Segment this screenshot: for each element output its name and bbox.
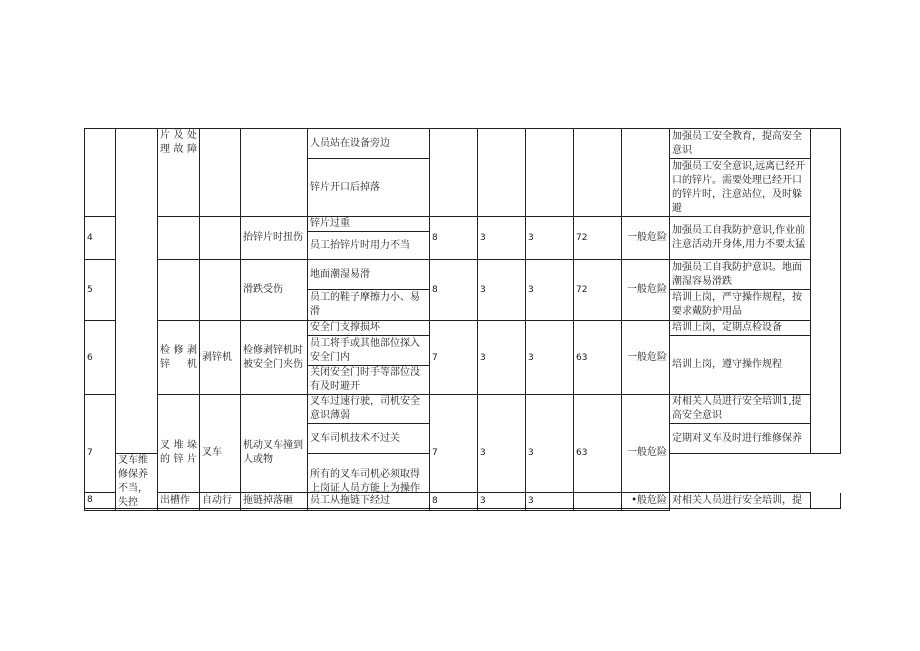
cell-D <box>574 493 622 509</box>
cell-cause: 安全门支撑损坏 <box>308 321 430 336</box>
cell-C: 3 <box>526 217 574 260</box>
table-row <box>85 217 841 232</box>
cell-cause: 员工将手或其他部位探入安全门内 <box>308 336 430 366</box>
cell-measure: 对相关人员进行安全培训，提 <box>670 493 811 509</box>
cell-E: 3 <box>478 321 526 395</box>
cell-process <box>158 217 200 260</box>
cell-measure: 培训上岗，严守操作规程，按要求戴防护用品 <box>670 290 811 321</box>
cell-number: 4 <box>85 217 116 260</box>
cell-D <box>574 129 622 217</box>
cell-number: 5 <box>85 260 116 321</box>
cell-L: 7 <box>430 321 478 395</box>
table-row <box>85 260 841 290</box>
cell-measure: 加强员工自我防护意识,作业前注意活动开身体,用力不要太猛 <box>670 217 811 260</box>
cell-E: 3 <box>478 395 526 511</box>
cell-blank-last-column <box>811 493 841 509</box>
cell-L <box>430 129 478 217</box>
cell-process <box>158 260 200 321</box>
cell-equipment <box>200 129 241 217</box>
cell-C: 3 <box>526 395 574 511</box>
cell-cause: 员工抬锌片时用力不当 <box>308 232 430 260</box>
cell-process: 片及处理故障 <box>158 129 200 217</box>
cell-C <box>526 129 574 217</box>
cell-equipment: 叉车 <box>200 395 241 511</box>
cell-E: 3 <box>478 493 526 509</box>
cell-risk-level: 一般危险 <box>622 321 670 395</box>
cell-cause: 关闭安全门时手等部位没有及时避开 <box>308 366 430 395</box>
cell-blank-column <box>116 493 158 509</box>
table-row <box>85 395 841 424</box>
cell-L: 8 <box>430 493 478 509</box>
table-row <box>85 321 841 336</box>
cell-D: 63 <box>574 395 622 511</box>
cell-risk-level: 一般危险 <box>622 260 670 321</box>
cell-measure: 所有的叉车司机必须取得上岗证人员方能上为操作 <box>308 454 430 511</box>
cell-cause: 锌片过重 <box>308 217 430 232</box>
cell-hazard: 机动叉车撞到人或物 <box>241 395 308 511</box>
cell-risk-level: 一般危险 <box>622 217 670 260</box>
cell-risk-level: 一般危险 <box>622 395 670 511</box>
cell-risk-level: •般危险 <box>622 493 670 509</box>
cell-L: 7 <box>430 395 478 511</box>
risk-assessment-table <box>84 128 841 511</box>
table-row <box>85 493 841 509</box>
cell-number: 7 <box>85 395 116 511</box>
cell-measure: 对相关人员进行安全培训1,提高安全意识 <box>670 395 811 424</box>
cell-number: 8 <box>85 493 116 509</box>
cell-hazard: 抬锌片时扭伤 <box>241 217 308 260</box>
cell-cause: 员工从拖链下经过 <box>308 493 430 509</box>
cell-measure: 培训上岗，定期点检设备 <box>670 321 811 336</box>
cell-cause: 叉车司机技术不过关 <box>308 424 430 454</box>
cell-measure: 培训上岗，遵守操作规程 <box>670 336 811 395</box>
cell-blank-column <box>116 129 158 454</box>
table-row <box>85 129 841 159</box>
cell-C: 3 <box>526 321 574 395</box>
cell-C: 3 <box>526 260 574 321</box>
cell-measure: 加强员工安全意识,远离已经开口的锌片。需要处理已经开口的锌片时，注意站位，及时躲避 <box>670 159 811 217</box>
cell-hazard <box>241 129 308 217</box>
cell-cause: 地面潮湿易滑 <box>308 260 430 290</box>
cell-E: 3 <box>478 217 526 260</box>
cell-hazard: 检修剥锌机时被安全门夹伤 <box>241 321 308 395</box>
cell-hazard: 拖链掉落砸 <box>241 493 308 509</box>
cell-cause: 锌片开口后掉落 <box>308 159 430 217</box>
cell-blank-last-column <box>811 129 841 454</box>
cell-process: 叉堆垛的锌片 <box>158 395 200 511</box>
cell-hazard: 滑跌受伤 <box>241 260 308 321</box>
cell-equipment: 自动行 <box>200 493 241 509</box>
cell-process: 出槽作 <box>158 493 200 509</box>
cell-L: 8 <box>430 260 478 321</box>
risk-table-row-8 <box>84 492 841 509</box>
cell-process: 检修剥锌机 <box>158 321 200 395</box>
cell-cause: 员工的鞋子摩擦力小、易滑 <box>308 290 430 321</box>
cell-E <box>478 129 526 217</box>
cell-number <box>85 129 116 217</box>
cell-E: 3 <box>478 260 526 321</box>
cell-measure: 加强员工自我防护意识。地面潮湿容易滑跌 <box>670 260 811 290</box>
cell-L: 8 <box>430 217 478 260</box>
cell-equipment <box>200 217 241 260</box>
cell-D: 63 <box>574 321 622 395</box>
cell-measure: 定期对叉车及时进行维修保养 <box>670 424 811 454</box>
cell-measure: 加强员工安全教育，提高安全意识 <box>670 129 811 159</box>
cell-D: 72 <box>574 217 622 260</box>
cell-number: 6 <box>85 321 116 395</box>
cell-cause: 叉车过速行驶，司机安全意识薄弱 <box>308 395 430 424</box>
cell-D: 72 <box>574 260 622 321</box>
cell-equipment: 剥锌机 <box>200 321 241 395</box>
cell-risk-level <box>622 129 670 217</box>
cell-cause: 叉车维修保养不当，失控 <box>116 454 158 511</box>
cell-cause: 人员站在设备旁边 <box>308 129 430 159</box>
cell-C: 3 <box>526 493 574 509</box>
cell-equipment <box>200 260 241 321</box>
